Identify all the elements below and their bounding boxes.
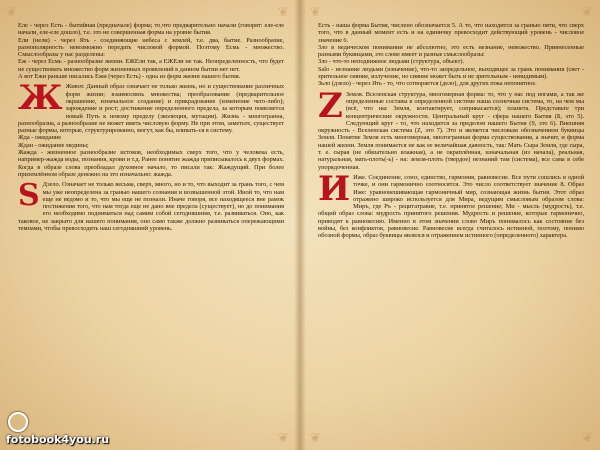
watermark-logo-icon: [8, 412, 28, 432]
paragraph-zlo-ya: Зьло (дзело) - через Ять - то, что сотворяется (дело), для других пока непонятное.: [318, 80, 537, 88]
paragraph-zhda: Жда - ожидание: [18, 134, 62, 142]
corner-ornament-icon: ❦: [582, 430, 593, 445]
section-zemlya: [318, 85, 584, 171]
drop-cap-zh: Ж: [18, 78, 63, 119]
corner-ornament-icon: ❦: [278, 4, 289, 19]
corner-ornament-icon: ❦: [582, 4, 593, 19]
corner-ornament-icon: ❦: [310, 430, 321, 445]
paragraph-zlo: Зло в ведическом понимании не абсолютно, это есть незнание, невежество. Привнесенные разными буквицами, это слове имеет и разные смыслообразы:: [318, 43, 584, 59]
paragraph-zemlya: Земля. Вселенская структура, многомерная форма: то, что у нас под ногами, а так же определенные составы в определенной системе наша солнечная система, то, на чем мы (всё, что нас Земля, контактирует, соприкасается); планета. Представьте три концентрические окружности. Центральный круг - сфера нашего Бытия (Б, это 5). Следующий круг - то, что находится за пределом нашего Бытия (S, это 6). Внешняя окружность - Вселенская система (Z, это 7). Это и является числовым обозначением буквицы Земля. Понятие Земля есть многомерная, многогранная форма существования, а значит, и форма нашей жизни. Земля понимается не как ее величайшая давность, так: Мать Сыра Земля, где сыра, т. е. сырая (не обязательно влажная), а не окраплённая, изначальная (из начала), реальная, натуральная, мать-плоть(-ь) - на: земля-плоть (твердое) незнаний там (система), все сама в себе упорядоченная.: [318, 90, 584, 171]
drop-cap-z: Z: [318, 85, 343, 126]
corner-ornament-icon: ❦: [6, 4, 17, 19]
paragraph-ezh: Еж - через Есмь - разнообразие жизни. ЕЖЕли так, а ЕЖЕли не так. Неопределенность, что будет не существовать множество форм жизненных проявлений в данном бытии нет нет.: [18, 58, 284, 73]
paragraph-izhe: Иже. Соединение, союз, единство, гармония, равновесие. Все пути сошлись в одной точке, и они гармонично соотносятся. Это число соответствует значение 8. Образ Иже: уравновешивающая гармоничный мир, сознающая жизнь бытия. Этот образ отражено широко используется для Мира, ведущим смысловым образом слова: Миръ, где Ръ - рецитатравие, т.е. принятое решение; Ми - мысль (мудрость), т.е. общий образ слова: мудрость принятого решения. Мудрость и решение, которые гармонично, приводят к равновесию. Именно в этом значении слово Миръ понималось как состояние без войны, без конфликтов, равновесие. Равновесие всегда считалось истинной, поэтому, понимо обозной формы, образ буквицы являлся и отражением истинного (определенного) характера.: [318, 173, 584, 240]
watermark-text: fotobook4you.ru: [6, 433, 110, 446]
corner-ornament-icon: ❦: [278, 430, 289, 445]
paragraph-zlo-dash: Зло - что-то неподвижное людьми (структура, объект).: [318, 58, 465, 66]
paragraph-eli: Ели (нели) - через Ять - соединяющие небеса с землей, т.е. два, бытие. Разнообразие, разнополярность невозможно передать числовой формой. Поэтому Есмь - множество. Смыслообразы у нас разделены:: [18, 36, 284, 59]
paragraph-ezhi: А вот Ежи раньше писались Ежи (через Есть) - одна из форм жизни нашего бытия.: [18, 73, 241, 81]
paragraph-zhdan: Ждан - ожидание медины;: [18, 141, 89, 149]
paragraph-ele: Еле - через Есть - бытийная (предначале) форма; то,что предварительно начали (говорят: еле-еле начали, еле-еле дошло), т.е. это не совершенная форма на уровне бытия.: [18, 22, 284, 37]
paragraph-zlo-unknown: Salo - незнание людьми (изначение), что-то запредельное, выходящее за грань понимания (свет - зрительное сияние, излучение, но сияние может быть и не зрительным - невидимым).: [318, 65, 584, 81]
corner-ornament-icon: ❦: [310, 4, 321, 19]
section-zhivot: [18, 78, 284, 135]
paragraph-zhivot: Живот. Данный образ означает не только жизнь, но и существование различных форм жизни; взаимосвязь множества; преобразование (предварительное окрашение, изначальное создание) и прикрадование (изменение чего-либо); зарождение и рост; достижение определенного предела, за которым появляется новый Путь к новому пределу (эволюция, мутации). Жизнь - многогранна, разнообразна, а разнообразие не может иметь числовую форму. Не при этом, заметьте, существует разные формы, которые, структурированно, могут, как бы, вливать-ся в систему.: [18, 83, 284, 135]
section-izhe: [318, 168, 584, 240]
section-zelo: [18, 178, 284, 233]
drop-cap-i: И: [318, 168, 351, 209]
right-page: [302, 0, 600, 450]
left-page: [0, 0, 298, 450]
paragraph-zelo: Дзело. Означает не только весьма, сверх, много, но и то, что выходит за грань того, с чем мы уже неопределена за гранью нашего сознания и возвышенной этой. Иной то, что нам еще не ведомо и то, что мы еще не познали. Иначе говоря, все находящееся вне рамок постижения того, что нам тогда еще не дано вне предела (существует), но до понимания его необходимо подниматься над самим собой сегодняшним, т.е. развиваться. Оно, как таковое, не закрыто для нашего понимания, оно само также должно развиваться опережающими темпами, чтобы превосходить наш сегодняшний уровень.: [18, 181, 284, 233]
paragraph-intro: Есть - наша форма Бытия, числено обозначается 5. А то, что находится за гранью пяти, что сверх того, что в данный момент есть и на единичку превосходит действующий уровень - числовое значение 6.: [318, 22, 584, 44]
paragraph-zhazhda: Жажда - жизненное разнообразие истоков, необходимых сверх того, что у человека есть, например-жажда воды, познания, крови и т.д. Ранее понятие жажда приписывалось к двух формах. Когда в образе слова преобладал духовное начало, то писали так: Жаждущий. При более приземлённом образе денежно на это изначально: жажда.: [18, 149, 284, 178]
drop-cap-s: S: [18, 178, 40, 214]
